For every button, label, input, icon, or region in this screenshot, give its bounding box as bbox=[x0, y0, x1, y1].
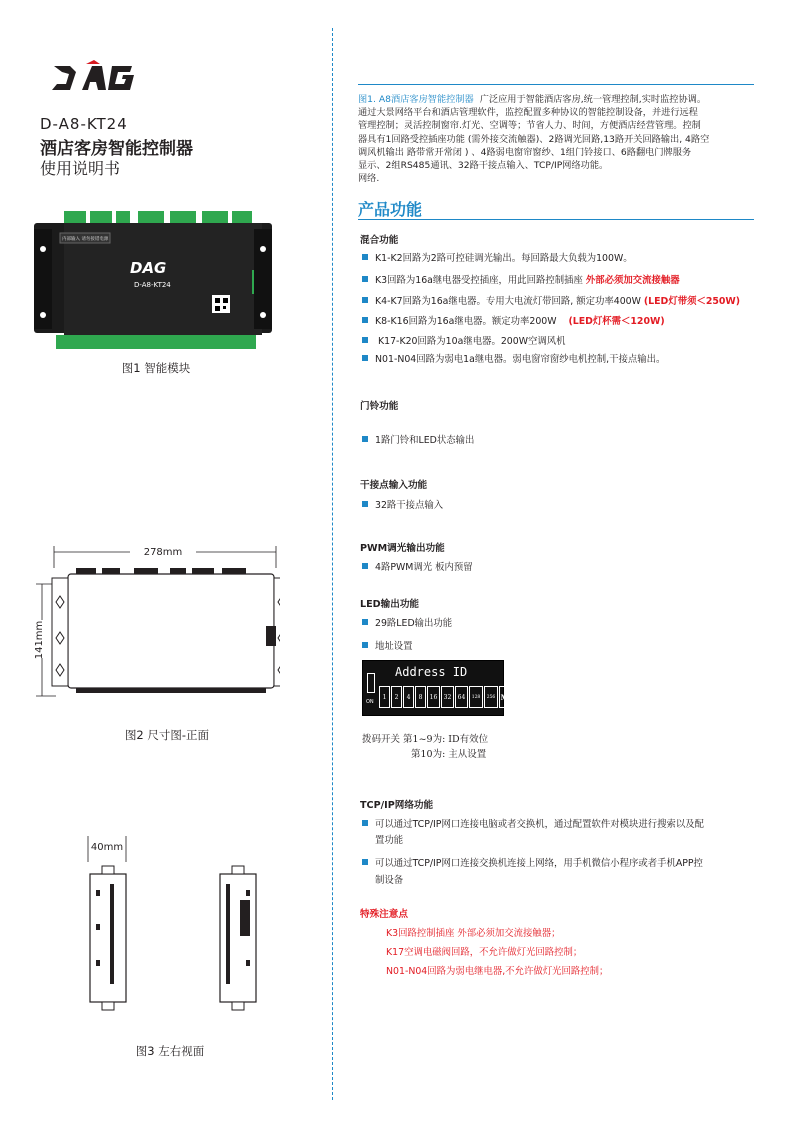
bullet-icon bbox=[362, 317, 368, 323]
bullet-icon bbox=[362, 563, 368, 569]
dimension-drawing-front bbox=[30, 540, 280, 715]
list-item-warning: (LED灯带须＜250W) bbox=[643, 296, 741, 307]
dip-switch: 8 bbox=[415, 686, 426, 708]
intro-line: 通过大景网络平台和酒店管理软件，监控配置多种协议的智能控制设备，并进行远程 bbox=[358, 107, 698, 119]
note-item: K17空调电磁阀回路，不允许做灯光回路控制； bbox=[386, 947, 583, 958]
list-item-continuation: 制设备 bbox=[375, 875, 404, 886]
module-sticker: 内部输入 请勿接错电源 bbox=[62, 237, 109, 242]
intro-line: 管理控制；灵活控制窗帘.灯光、空调等；节省人力、时间，方便酒店经营管理。控制 bbox=[358, 120, 701, 132]
section-rule bbox=[358, 219, 754, 220]
list-item bbox=[362, 432, 474, 446]
dip-switch-row bbox=[379, 686, 510, 708]
list-item-text: 可以通过TCP/IP网口连接交换机连接上网络，用手机微信小程序或者手机APP控 bbox=[375, 858, 703, 869]
pwm-heading: PWM调光输出功能 bbox=[360, 543, 445, 554]
intro-line: 器具有1回路受控插座功能 (需外接交流触器)、2路调光回路,13路开关回路输出, 4路空 bbox=[358, 133, 710, 145]
side-view-drawing bbox=[80, 832, 270, 1012]
note-item: K3回路控制插座 外部必须加交流接触器； bbox=[386, 928, 561, 939]
bullet-icon bbox=[362, 859, 368, 865]
address-id-title: Address ID bbox=[395, 665, 468, 679]
list-item bbox=[362, 497, 443, 511]
dip-switch: 16 bbox=[427, 686, 440, 708]
list-item bbox=[362, 313, 665, 327]
list-item-text: 4路PWM调光 板内预留 bbox=[375, 562, 473, 573]
module-logo-text: DAG bbox=[130, 259, 167, 277]
section-title: 产品功能 bbox=[358, 200, 423, 219]
list-item bbox=[362, 615, 452, 629]
product-subtitle: 使用说明书 bbox=[40, 159, 121, 178]
dimension-depth-label: 40mm bbox=[90, 842, 124, 853]
dip-note-line2: 第10为: 主从设置 bbox=[411, 749, 487, 760]
figure2-caption: 图2 尺寸图-正面 bbox=[124, 728, 210, 742]
list-item-text: K1-K2回路为2路可控硅调光输出。每回路最大负载为100W。 bbox=[375, 253, 633, 264]
column-divider bbox=[332, 28, 333, 1100]
figure1-caption: 图1 智能模块 bbox=[121, 361, 191, 375]
dip-switch: 128 bbox=[469, 686, 483, 708]
bullet-icon bbox=[362, 355, 368, 361]
list-item-text: 29路LED输出功能 bbox=[375, 618, 453, 629]
list-item bbox=[362, 333, 565, 347]
list-item-text: 1路门铃和LED状态输出 bbox=[375, 435, 475, 446]
dag-logo bbox=[48, 60, 138, 96]
dip-switch: 256 bbox=[484, 686, 498, 708]
dip-switch: 64 bbox=[455, 686, 468, 708]
dip-note-line1: 拨码开关 第1~9为: ID有效位 bbox=[362, 734, 489, 745]
intro-paragraph bbox=[358, 93, 758, 185]
dimension-height-label: 141mm bbox=[34, 620, 45, 660]
list-item bbox=[362, 293, 740, 307]
dip-switch: 4 bbox=[403, 686, 414, 708]
list-item-text: K8-K16回路为16a继电器。额定功率200W bbox=[375, 316, 569, 327]
list-item-text: K4-K7回路为16a继电器。专用大电流灯带回路, 额定功率400W bbox=[375, 296, 644, 307]
intro-line: 网络. bbox=[358, 173, 380, 185]
doorbell-heading: 门铃功能 bbox=[360, 401, 399, 412]
list-item bbox=[362, 816, 704, 830]
list-item-text: 地址设置 bbox=[375, 641, 413, 652]
intro-line: 调风机输出 路带常开常闭 ) 、4路弱电窗帘窗纱、1组门铃接口、6路翻电门牌服务 bbox=[358, 146, 692, 158]
smart-module-photo bbox=[34, 205, 272, 355]
intro-line: 显示、2组RS485通讯、32路干接点输入、TCP/IP网络功能。 bbox=[358, 160, 609, 172]
list-item bbox=[362, 272, 680, 286]
bullet-icon bbox=[362, 254, 368, 260]
dip-toggle bbox=[367, 673, 375, 693]
tcp-heading: TCP/IP网络功能 bbox=[360, 800, 434, 811]
bullet-icon bbox=[362, 501, 368, 507]
list-item bbox=[362, 250, 633, 264]
intro-rule bbox=[358, 84, 754, 85]
list-item bbox=[362, 855, 703, 869]
address-id-dip-switch bbox=[362, 660, 509, 716]
list-item bbox=[362, 351, 665, 365]
dimension-width-label: 278mm bbox=[143, 547, 183, 558]
mixed-heading: 混合功能 bbox=[360, 235, 399, 246]
intro-line: 广泛应用于智能酒店客房,统一管理控制,实时监控协调。 bbox=[479, 94, 707, 105]
list-item-continuation: 置功能 bbox=[375, 835, 404, 846]
list-item-text: 32路干接点输入 bbox=[375, 500, 444, 511]
dip-on-label: ON bbox=[366, 699, 374, 705]
bullet-icon bbox=[362, 436, 368, 442]
list-item-warning: (LED灯杯需＜120W) bbox=[568, 316, 665, 327]
dip-switch: 32 bbox=[441, 686, 454, 708]
product-model: D-A8-KT24 bbox=[40, 115, 128, 133]
dip-switch: 1 bbox=[379, 686, 390, 708]
bullet-icon bbox=[362, 276, 368, 282]
list-item-text: K17-K20回路为10a继电器。200W空调风机 bbox=[375, 336, 566, 347]
list-item-text: 可以通过TCP/IP网口连接电脑或者交换机，通过配置软件对模块进行搜索以及配 bbox=[375, 819, 704, 830]
list-item bbox=[362, 559, 473, 573]
bullet-icon bbox=[362, 820, 368, 826]
bullet-icon bbox=[362, 619, 368, 625]
product-title: 酒店客房智能控制器 bbox=[40, 139, 193, 159]
bullet-icon bbox=[362, 642, 368, 648]
list-item-text: K3回路为16a继电器受控插座，用此回路控制插座 bbox=[375, 275, 586, 286]
dry-contact-heading: 干接点输入功能 bbox=[360, 480, 428, 491]
notes-heading: 特殊注意点 bbox=[360, 909, 408, 920]
list-item bbox=[362, 638, 413, 652]
list-item-warning: 外部必须加交流接触器 bbox=[585, 275, 680, 286]
note-item: N01-N04回路为弱电继电器,不允许做灯光回路控制； bbox=[386, 966, 609, 977]
dip-switch: M bbox=[499, 686, 510, 708]
bullet-icon bbox=[362, 337, 368, 343]
dip-switch: 2 bbox=[391, 686, 402, 708]
led-heading: LED输出功能 bbox=[360, 599, 420, 610]
module-label: D-A8-KT24 bbox=[134, 281, 171, 289]
figure3-caption: 图3 左右视面 bbox=[135, 1044, 205, 1058]
intro-highlight: 图1. A8酒店客房智能控制器 bbox=[358, 94, 474, 105]
bullet-icon bbox=[362, 297, 368, 303]
list-item-text: N01-N04回路为弱电1a继电器。弱电窗帘窗纱电机控制,干接点输出。 bbox=[375, 354, 666, 365]
